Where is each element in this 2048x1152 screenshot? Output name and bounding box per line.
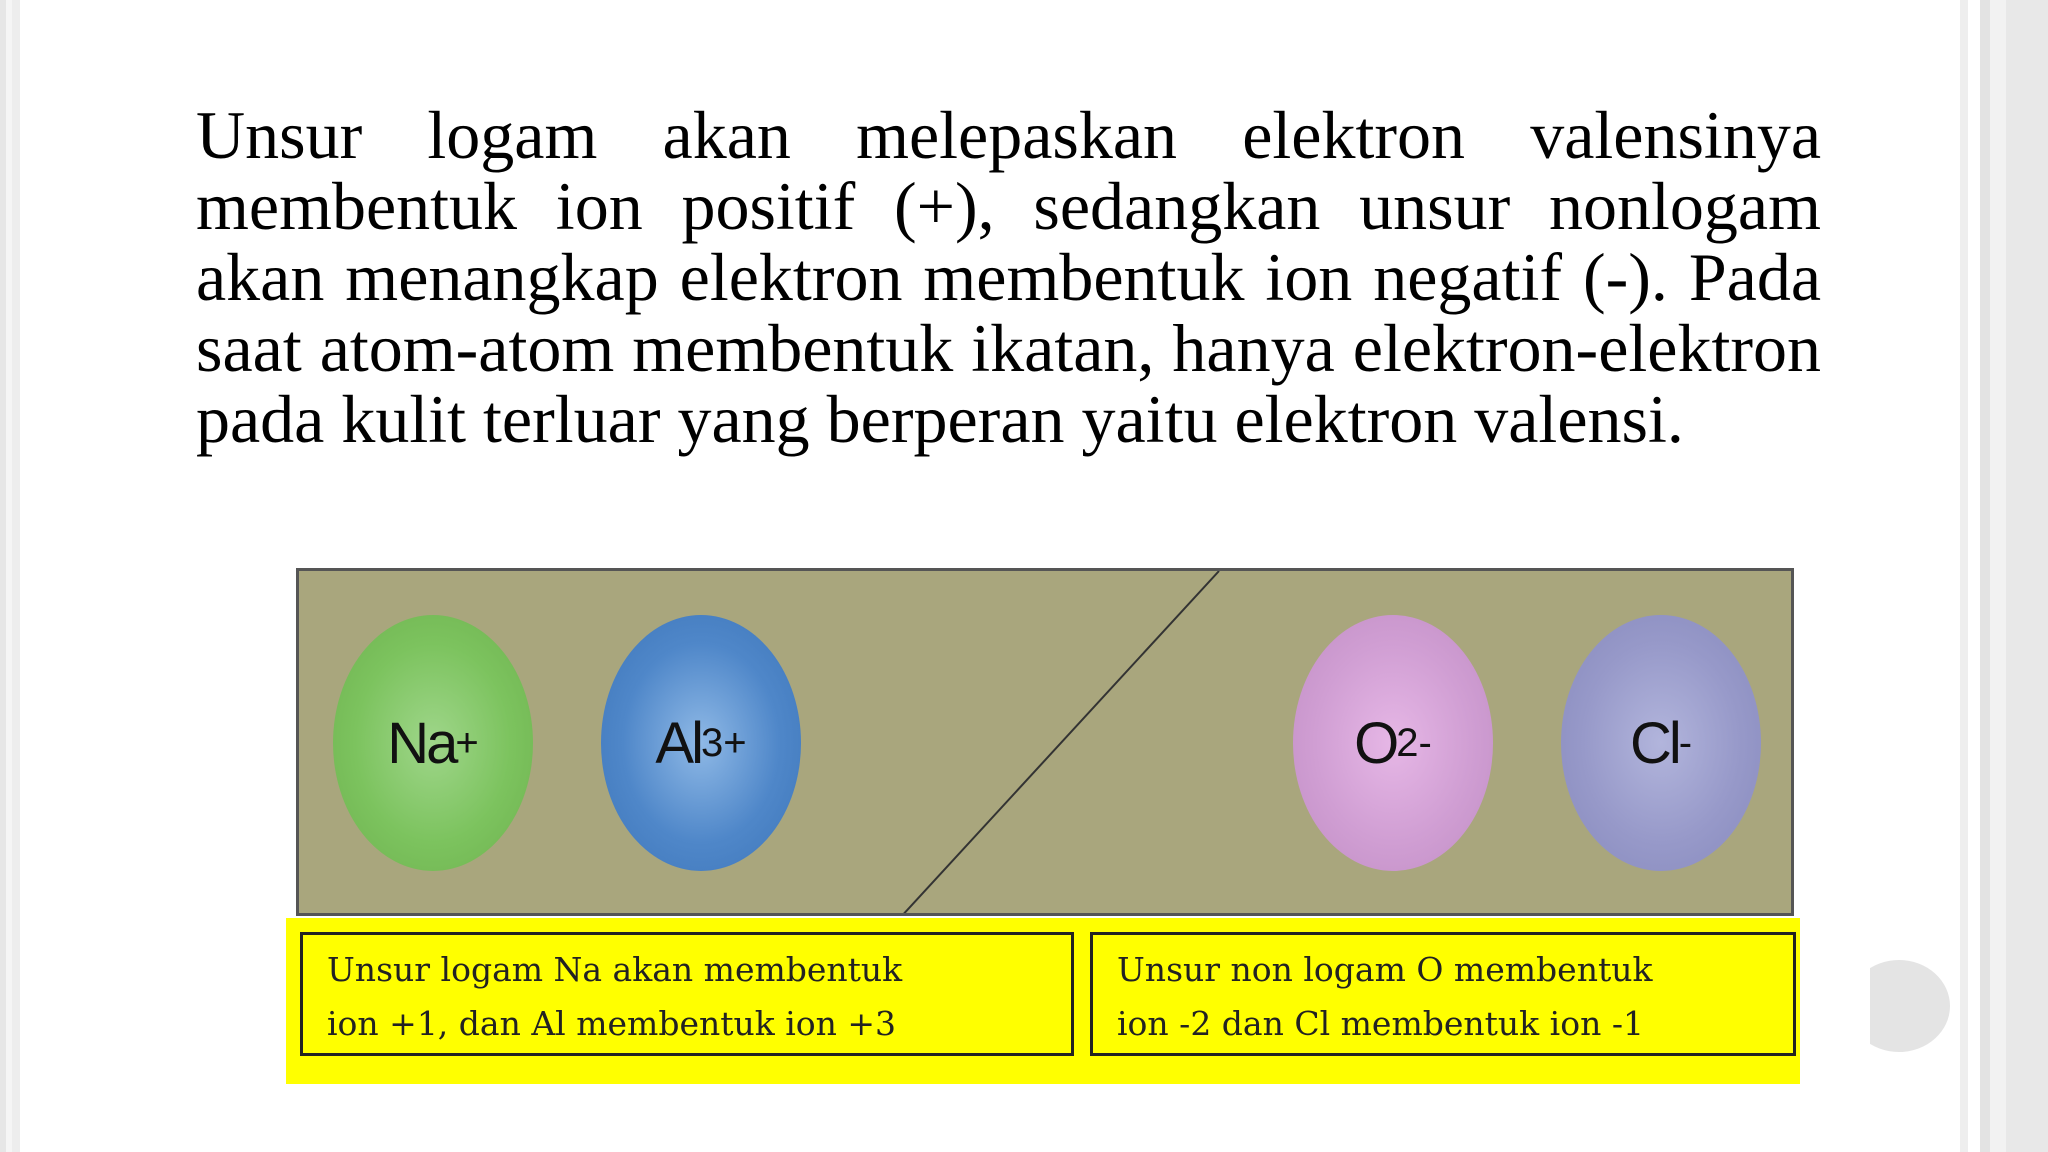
caption-metal <box>300 932 1074 1056</box>
ion-al-charge: 3+ <box>700 720 747 765</box>
ion-panel <box>296 568 1794 916</box>
slide-right-border <box>1960 0 2048 1152</box>
ion-na-symbol: Na <box>387 710 456 776</box>
ion-na-charge: + <box>455 720 479 765</box>
ion-cl-symbol: Cl <box>1629 710 1679 776</box>
ion-na <box>333 615 533 871</box>
ion-figure <box>282 566 1800 1084</box>
caption-strip <box>286 918 1800 1084</box>
caption-nonmetal <box>1090 932 1796 1056</box>
ion-al-symbol: Al <box>655 710 701 776</box>
ion-o-symbol: O <box>1354 710 1397 776</box>
ion-al <box>601 615 801 871</box>
caption-metal-line1: Unsur logam Na akan membentuk <box>327 950 903 989</box>
caption-nonmetal-line2: ion -2 dan Cl membentuk ion -1 <box>1117 1004 1644 1043</box>
ion-o-charge: 2- <box>1396 720 1432 765</box>
slide-paragraph: Unsur logam akan melepaskan elektron valensinya membentuk ion positif (+), sedangkan unsur nonlogam akan menangkap elektron membentuk ion negatif (-). Pada saat atom-atom membentuk ikatan, hanya elektron-elektron pada kulit terluar yang berperan yaitu elektron valensi. <box>196 97 1821 457</box>
ion-cl-charge: - <box>1678 720 1693 765</box>
ion-cl <box>1561 615 1761 871</box>
caption-nonmetal-line1: Unsur non logam O membentuk <box>1117 950 1653 989</box>
caption-metal-line2: ion +1, dan Al membentuk ion +3 <box>327 1004 897 1043</box>
ion-o <box>1293 615 1493 871</box>
next-slide-button[interactable] <box>1848 960 1950 1052</box>
slide-left-border <box>0 0 20 1152</box>
